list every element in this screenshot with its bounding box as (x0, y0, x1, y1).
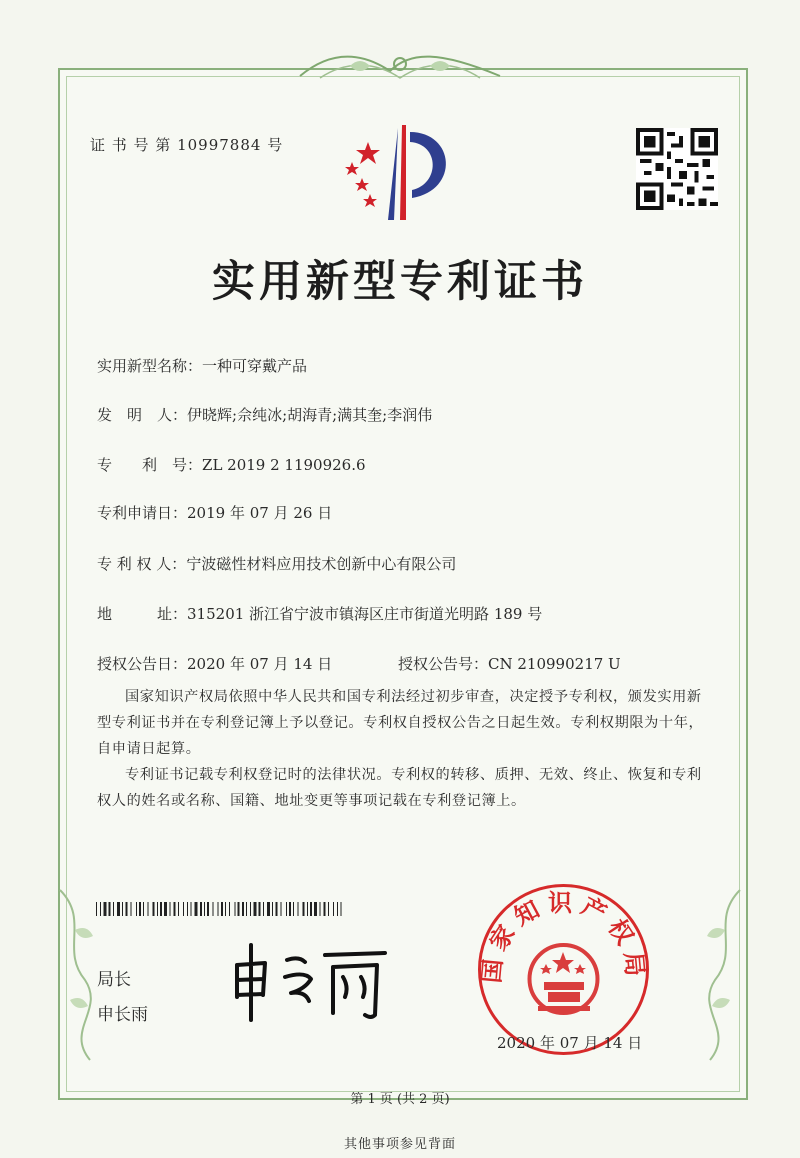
director-name: 申长雨 (97, 1005, 148, 1025)
address-row (97, 603, 542, 624)
certificate-number: 证 书 号 第 10997884 号 (90, 136, 284, 154)
filing-date-row (97, 502, 332, 523)
grant-statement: 国家知识产权局依照中华人民共和国专利法经过初步审查，决定授予专利权，颁发实用新型专利证书并在专利登记簿上予以登记。专利权自授权公告之日起生效。专利权期限为十年，自申请日起算。 (97, 689, 704, 757)
utility-model-name-row (97, 355, 307, 376)
star-icon (355, 178, 369, 191)
grant-number-value: CN 210990217 U (488, 655, 621, 673)
address-value: 315201 浙江省宁波市镇海区庄市街道光明路 189 号 (187, 605, 543, 623)
grant-date-row (97, 653, 332, 674)
address-label: 地 址： (97, 605, 188, 623)
legal-status-statement: 专利证书记载专利权登记时的法律状况。专利权的转移、质押、无效、终止、恢复和专利权人的姓名或名称、国籍、地址变更等事项记载在专利登记簿上。 (97, 767, 702, 809)
seal-date: 2020 年 07 月 14 日 (497, 1034, 643, 1052)
grant-number-label: 授权公告号： (398, 655, 489, 673)
certificate-title: 实用新型专利证书 (212, 257, 588, 307)
filing-date-value: 2019 年 07 月 26 日 (187, 504, 333, 522)
qr-code (636, 128, 718, 210)
back-note: 其他事项参见背面 (343, 1137, 456, 1152)
director-title: 局长 (97, 970, 131, 990)
star-icon (345, 162, 359, 175)
patent-number-label: 专 利 号： (97, 456, 203, 474)
filing-date-label: 专利申请日： (97, 504, 188, 522)
cnipa-logo (340, 120, 470, 225)
inventor-label: 发 明 人： (97, 406, 188, 424)
page-number: 第 1 页 (共 2 页) (350, 1092, 450, 1107)
patentee-row (97, 553, 456, 574)
svg-text:国家知识产权局 (477, 889, 649, 984)
right-ornament (690, 880, 750, 1070)
official-seal (476, 882, 651, 1057)
name-value: 一种可穿戴产品 (202, 357, 308, 375)
barcode (96, 902, 346, 916)
grant-date-value: 2020 年 07 月 14 日 (187, 655, 333, 673)
star-icon (363, 194, 377, 207)
patent-number-row (97, 454, 366, 475)
patentee-label: 专 利 权 人： (97, 555, 187, 573)
seal-text: 国家知识产权局 (477, 889, 650, 985)
grant-number-row (398, 653, 621, 674)
top-ornament (290, 46, 510, 86)
star-icon (356, 142, 380, 164)
patent-number-value: ZL 2019 2 1190926.6 (202, 456, 366, 474)
inventor-value: 伊晓辉;佘纯冰;胡海青;满其奎;李润伟 (187, 406, 433, 424)
patentee-value: 宁波磁性材料应用技术创新中心有限公司 (186, 555, 457, 573)
grant-date-label: 授权公告日： (97, 655, 188, 673)
director-signature (225, 935, 405, 1025)
name-label: 实用新型名称： (97, 357, 203, 375)
inventor-row (97, 404, 432, 425)
